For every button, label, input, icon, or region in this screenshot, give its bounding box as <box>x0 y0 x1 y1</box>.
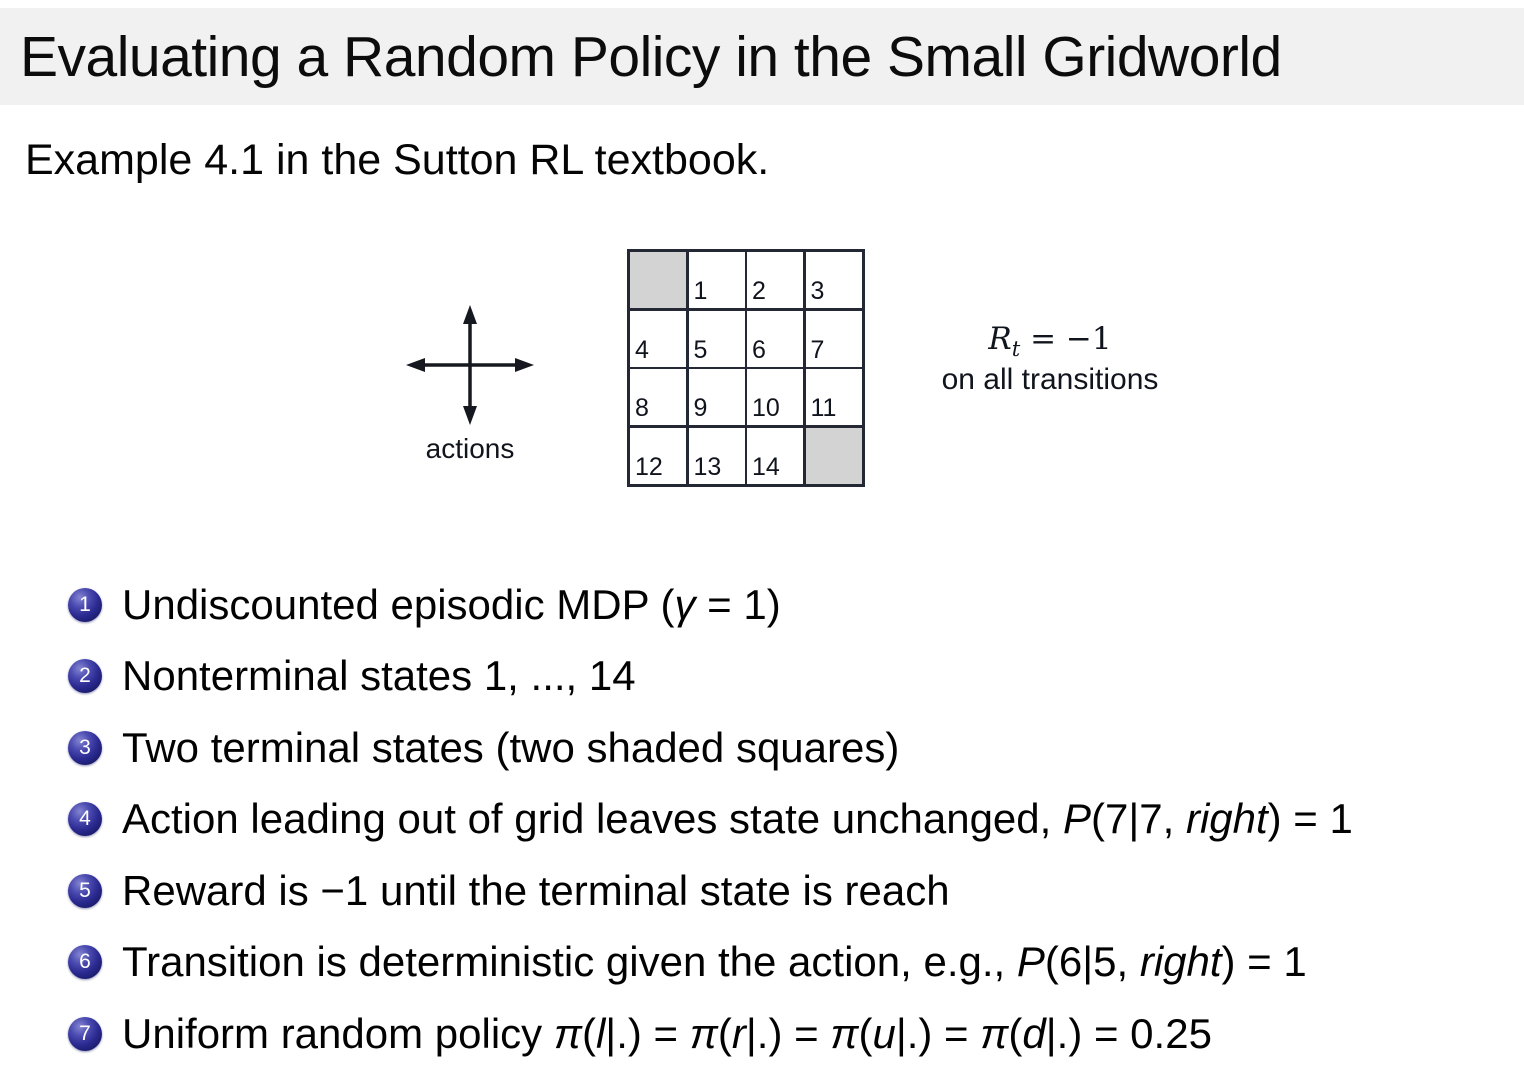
four-direction-arrows-icon <box>404 303 536 427</box>
actions-label: actions <box>425 433 515 464</box>
actions-diagram <box>404 303 536 465</box>
inline-math: π(l|.) = π(r|.) = π(u|.) = π(d|.) = 0.25 <box>553 1009 1212 1057</box>
inline-math: 1, ..., 14 <box>483 652 636 700</box>
list-item-2 <box>68 641 1518 713</box>
list-item-4 <box>68 784 1518 856</box>
reward-formula <box>925 322 1175 360</box>
reward-value: = −1 <box>1020 321 1112 357</box>
list-item-7 <box>68 998 1518 1070</box>
state-cell-10: 10 <box>747 369 803 425</box>
subtitle: Example 4.1 in the Sutton RL textbook. <box>25 136 770 184</box>
item-text: Undiscounted episodic MDP (γ = 1) <box>122 580 781 628</box>
state-cell-5: 5 <box>689 311 745 367</box>
state-cell-9: 9 <box>689 369 745 425</box>
item-number-badge: 3 <box>68 731 102 765</box>
item-number-badge: 5 <box>68 874 102 908</box>
state-cell-2: 2 <box>747 252 803 308</box>
inline-math: P(7|7, right) = 1 <box>1062 795 1353 843</box>
item-text: Action leading out of grid leaves state unchanged, P(7|7, right) = 1 <box>122 795 1353 843</box>
item-text: Uniform random policy π(l|.) = π(r|.) = π(u|.) = π(d|.) = 0.25 <box>122 1009 1212 1057</box>
state-cell-11: 11 <box>806 369 862 425</box>
list-item-3 <box>68 712 1518 784</box>
reward-note <box>925 322 1175 397</box>
item-number-badge: 1 <box>68 588 102 622</box>
state-cell-7: 7 <box>806 311 862 367</box>
state-cell-8: 8 <box>630 369 686 425</box>
bullet-list <box>68 569 1518 1070</box>
slide-title: Evaluating a Random Policy in the Small Gridworld <box>20 24 1282 89</box>
inline-math: (γ = 1) <box>660 580 781 628</box>
terminal-cell <box>806 428 862 484</box>
list-item-6 <box>68 927 1518 999</box>
list-item-5 <box>68 855 1518 927</box>
item-text: Nonterminal states 1, ..., 14 <box>122 652 636 700</box>
title-bar <box>0 8 1524 105</box>
item-number-badge: 2 <box>68 659 102 693</box>
item-text: Reward is −1 until the terminal state is reach <box>122 866 950 914</box>
terminal-cell <box>630 252 686 308</box>
item-number-badge: 6 <box>68 945 102 979</box>
item-number-badge: 4 <box>68 802 102 836</box>
reward-caption: on all transitions <box>941 363 1159 397</box>
state-cell-1: 1 <box>689 252 745 308</box>
state-cell-3: 3 <box>806 252 862 308</box>
item-text: Two terminal states (two shaded squares) <box>122 723 900 771</box>
state-cell-13: 13 <box>689 428 745 484</box>
reward-subscript: t <box>1011 336 1021 362</box>
item-number-badge: 7 <box>68 1017 102 1051</box>
list-item-1 <box>68 569 1518 641</box>
state-cell-12: 12 <box>630 428 686 484</box>
state-cell-4: 4 <box>630 311 686 367</box>
inline-math: −1 <box>320 866 369 914</box>
reward-symbol: R <box>988 321 1012 357</box>
state-cell-6: 6 <box>747 311 803 367</box>
item-text: Transition is deterministic given the action, e.g., P(6|5, right) = 1 <box>122 938 1307 986</box>
inline-math: P(6|5, right) = 1 <box>1016 938 1307 986</box>
gridworld-grid <box>627 249 865 487</box>
state-cell-14: 14 <box>747 428 803 484</box>
